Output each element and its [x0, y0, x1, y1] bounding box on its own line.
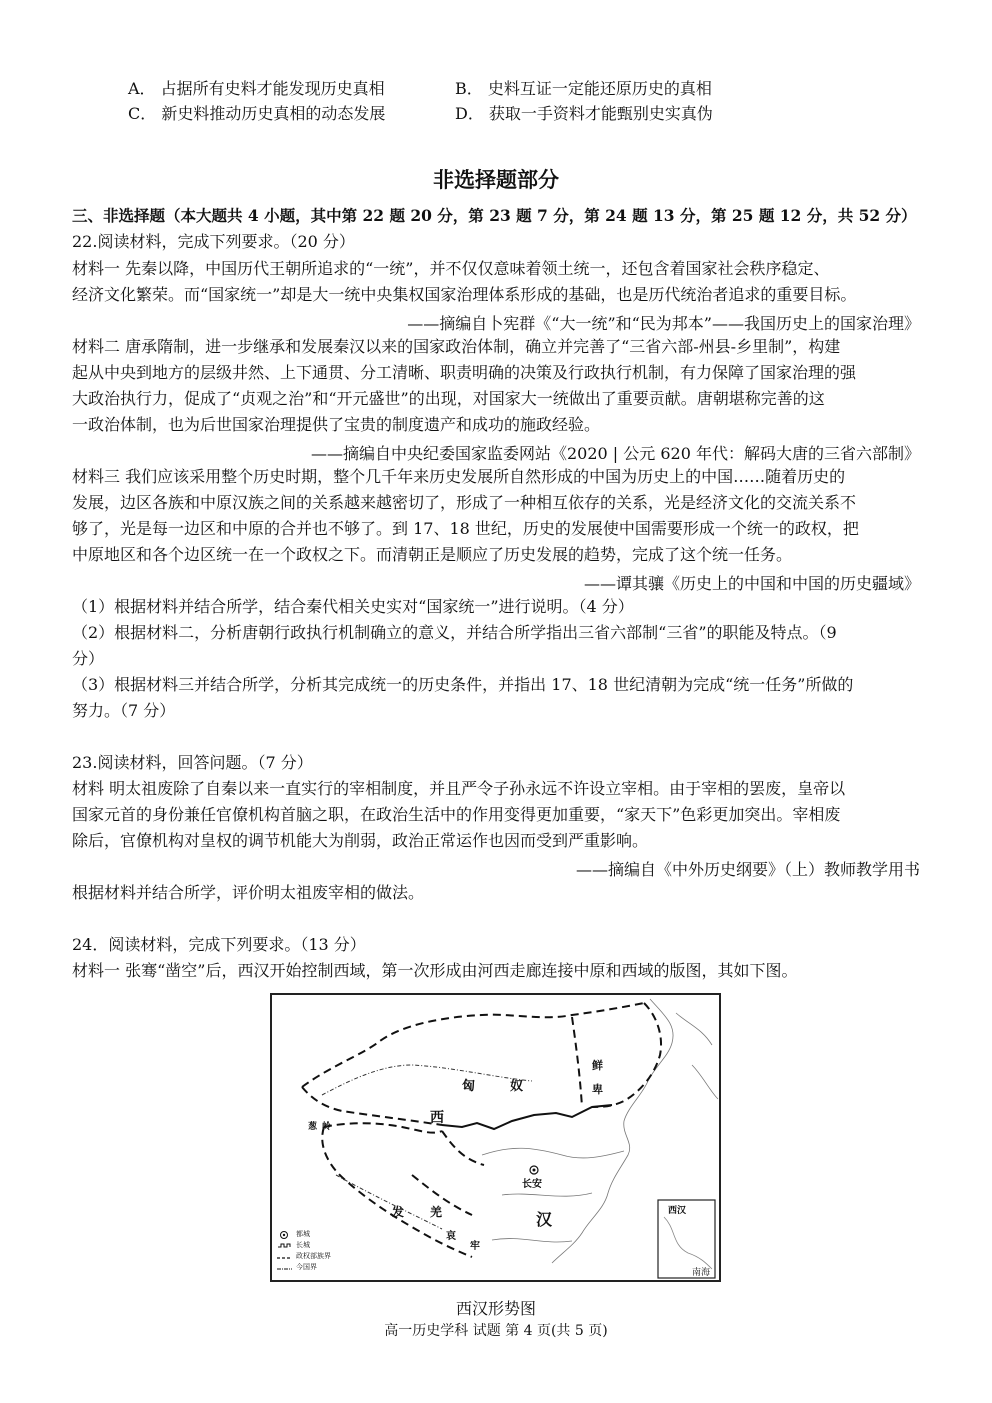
q22-question-3-line2: 努力。（7 分） [72, 701, 176, 720]
map-label-qiang: 羌 [430, 1205, 443, 1219]
q23-m-line2: 国家元首的身份兼任官僚机构首脑之职，在政治生活中的作用变得更加重要，“家天下”色彩更加突出。宰相废 [72, 805, 841, 824]
map-label-xianbei-1: 鲜 [592, 1059, 603, 1072]
q22-question-1: （1）根据材料并结合所学，结合秦代相关史实对“国家统一”进行说明。（4 分） [72, 597, 634, 616]
regime-borders [302, 1003, 661, 1257]
option-b: B． 史料互证一定能还原历史的真相 [455, 79, 712, 98]
map-drawing [272, 995, 719, 1280]
q22-m3-line1: 材料三 我们应该采用整个历史时期，整个几千年来历史发展所自然形成的中国为历史上的中国……随着历史的 [72, 467, 846, 486]
q22-m1-line2: 经济文化繁荣。而“国家统一”却是大一统中央集权国家治理体系形成的基础，也是历代统治者追求的重要目标。 [72, 285, 857, 304]
q22-m1-source: ——摘编自卜宪群《“大一统”和“民为邦本”——我国历史上的国家治理》 [407, 314, 920, 333]
q22-m2-line1: 材料二 唐承隋制，进一步继承和发展秦汉以来的国家政治体制，确立并完善了“三省六部-州县-乡里制”，构建 [72, 337, 841, 356]
q22-intro: 22.阅读材料，完成下列要求。（20 分） [72, 232, 355, 251]
great-wall [442, 1105, 612, 1129]
section-header: 三、非选择题（本大题共 4 小题，其中第 22 题 20 分，第 23 题 7 分，第 24 题 13 分，第 25 题 12 分，共 52 分） [72, 206, 917, 225]
q23-m-line1: 材料 明太祖废除了自秦以来一直实行的宰相制度，并且严令子孙永远不许设立宰相。由于宰相的罢废，皇帝以 [72, 779, 846, 798]
legend-tribe-label: 政权部族界 [296, 1252, 331, 1260]
q23-question: 根据材料并结合所学，评价明太祖废宰相的做法。 [72, 883, 425, 902]
map-label-changan: 长安 [522, 1179, 542, 1190]
map-label-cong: 葱 [308, 1122, 318, 1132]
legend-modern-label: 今国界 [296, 1263, 317, 1271]
changan-marker-dot [533, 1169, 536, 1172]
map-label-xianbei-2: 卑 [592, 1083, 603, 1096]
q22-m2-line3: 大政治执行力，促成了“贞观之治”和“开元盛世”的出现，对国家大一统做出了重要贡献。唐朝堪称完善的这 [72, 389, 825, 408]
inset-label-top: 西汉 [668, 1206, 687, 1216]
western-han-map [270, 993, 721, 1282]
map-label-ling: 岭 [322, 1122, 332, 1132]
map-label-xiongnu-1: 匈 [462, 1079, 476, 1094]
q24-intro: 24．阅读材料，完成下列要求。（13 分） [72, 935, 366, 954]
q22-m3-source: ——谭其骧《历史上的中国和中国的历史疆域》 [583, 574, 920, 593]
option-c: C． 新史料推动历史真相的动态发展 [128, 104, 386, 123]
q24-m1: 材料一 张骞“凿空”后，西汉开始控制西域，第一次形成由河西走廊连接中原和西域的版图，其如下图。 [72, 961, 798, 980]
inset-label-bottom: 南海 [692, 1268, 711, 1278]
q23-source: ——摘编自《中外历史纲要》（上）教师教学用书 [575, 860, 920, 879]
map-label-han: 汉 [536, 1210, 553, 1229]
q22-m3-line4: 中原地区和各个边区统一在一个政权之下。而清朝正是顺应了历史发展的趋势，完成了这个统一任务。 [72, 545, 793, 564]
page-footer: 高一历史学科 试题 第 4 页(共 5 页) [384, 1323, 608, 1339]
map-label-fa: 发 [392, 1205, 405, 1219]
q22-m3-line3: 够了，光是每一边区和中原的合并也不够了。到 17、18 世纪，历史的发展使中国需要形成一个统一的政权，把 [72, 519, 859, 538]
option-d: D． 获取一手资料才能甄别史实真伪 [455, 104, 713, 123]
q22-m2-line4: 一政治体制，也为后世国家治理提供了宝贵的制度遗产和成功的施政经验。 [72, 415, 601, 434]
section-title: 非选择题部分 [433, 167, 559, 192]
q22-question-2-line2: 分） [72, 649, 105, 668]
map-label-xiongnu-2: 奴 [510, 1079, 524, 1094]
modern-border [322, 1065, 532, 1229]
option-a: A． 占据所有史料才能发现历史真相 [128, 79, 385, 98]
map-caption: 西汉形势图 [455, 1299, 536, 1318]
q22-m2-line2: 起从中央到地方的层级井然、上下通贯、分工清晰、职责明确的决策及行政执行机制，有力保障了国家治理的强 [72, 363, 857, 382]
q23-m-line3: 除后，官僚机构对皇权的调节机能大为削弱，政治正常运作也因而受到严重影响。 [72, 831, 649, 850]
q22-m1-line1: 材料一 先秦以降，中国历代王朝所追求的“一统”，并不仅仅意味着领土统一，还包含着国家社会秩序稳定、 [72, 259, 830, 278]
q22-question-3-line1: （3）根据材料三并结合所学，分析其完成统一的历史条件，并指出 17、18 世纪清朝为完成“统一任务”所做的 [72, 675, 854, 694]
q22-m3-line2: 发展，边区各族和中原汉族之间的关系越来越密切了，形成了一种相互依存的关系，光是经济文化的交流关系不 [72, 493, 857, 512]
q23-intro: 23.阅读材料，回答问题。（7 分） [72, 753, 313, 772]
q22-question-2-line1: （2）根据材料二，分析唐朝行政执行机制确立的意义，并结合所学指出三省六部制“三省”的职能及特点。（9 [72, 623, 837, 642]
map-label-ai: 哀 [446, 1231, 456, 1242]
legend-capital-label: 都城 [296, 1230, 310, 1238]
map-label-lao: 牢 [470, 1241, 480, 1252]
legend-capital-dot [283, 1234, 285, 1236]
q22-m2-source: ——摘编自中央纪委国家监委网站《2020 | 公元 620 年代：解码大唐的三省六部制》 [311, 444, 920, 463]
legend-wall-label: 长城 [296, 1241, 310, 1249]
map-label-xi: 西 [430, 1110, 444, 1126]
